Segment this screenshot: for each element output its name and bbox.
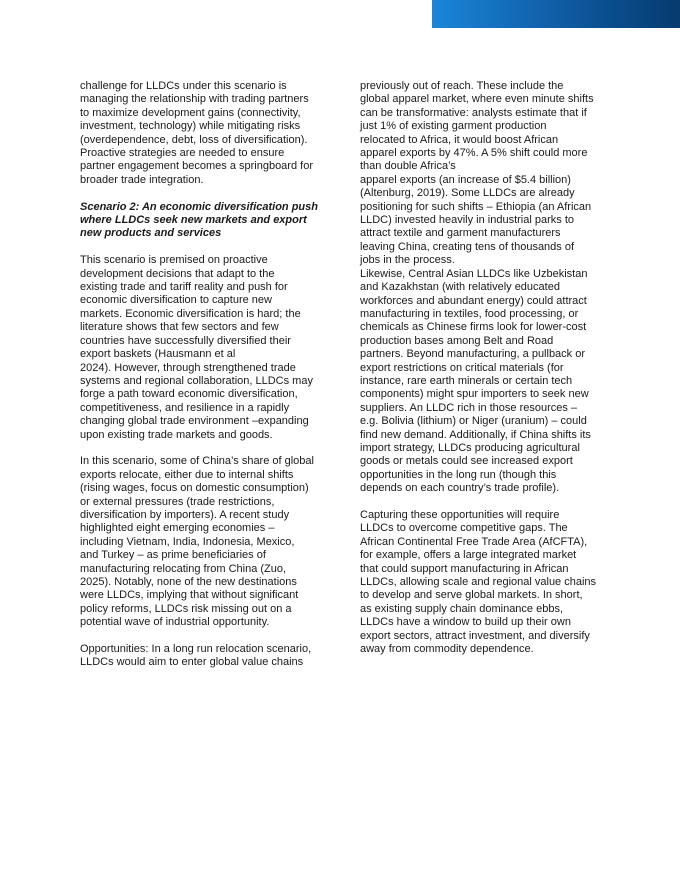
left-paragraph-3: In this scenario, some of China’s share of global exports relocate, either due to internal shifts (rising wages, focus on domestic consumption) or external pressures (trade restrictions, diversification by importers). A recent study highlighted eight emerging economies – including Vietnam, India, Indonesia, Mexico, and Turkey – as prime beneficiaries of manufacturing relocating from China (Zuo, 2025). Notably, none of the new destinations were LLDCs, implying that without significant policy reforms, LLDCs risk missing out on a potential wave of industrial opportunity. [80,455,314,629]
left-paragraph-4: Opportunities: In a long run relocation scenario, LLDCs would aim to enter global value chains [80,643,312,669]
right-paragraph-3: Capturing these opportunities will require LLDCs to overcome competitive gaps. The African Continental Free Trade Area (AfCFTA), for example, offers a large integrated market that could support manufacturing in African LLDCs, allowing scale and regional value chains to develop and serve global markets. In short, as existing supply chain dominance ebbs, LLDCs have a window to build up their own export sectors, attract investment, and diversify away from commodity dependence. [360,508,597,656]
left-paragraph-2: This scenario is premised on proactive development decisions that adapt to the existing trade and tariff reality and push for economic diversification to capture new markets. Economic diversification is hard; the literature shows that few sectors and few countries have successfully diversified their export baskets (Hausmann et al 2024). However, through strengthened trade systems and regional collaboration, LLDCs may forge a path toward economic diversification, competitiveness, and resilience in a rapidly changing global trade environment –expanding upon existing trade markets and goods. [80,254,313,441]
scenario-2-heading: Scenario 2: An economic diversification push where LLDCs seek new markets and export new products and services [80,200,318,240]
left-paragraph-1: challenge for LLDCs under this scenario is managing the relationship with trading partners to maximize development gains (connectivity, investment, technology) while mitigating risks (overdependence, debt, loss of diversification). Proactive strategies are needed to ensure partner engagement becomes a springboard for broader trade integration. [80,80,313,186]
right-paragraph-1: previously out of reach. These include the global apparel market, where even minute shifts can be transformative: analysts estimate that if just 1% of existing garment production relocated to Africa, it would boost African apparel exports by 47%. A 5% shift could more than double Africa’s apparel exports (an increase of $5.4 billion) (Altenburg, 2019). Some LLDCs are already positioning for such shifts – Ethiopia (an African LLDC) invested heavily in industrial parks to attract textile and garment manufacturers leaving China, creating tens of thousands of jobs in the process. [360,80,594,267]
left-column [80,80,324,670]
right-column [360,80,606,656]
right-paragraph-2: Likewise, Central Asian LLDCs like Uzbekistan and Kazakhstan (with relatively educated workforces and abundant energy) could attract manufacturing in textiles, food processing, or chemicals as Chinese firms look for lower-cost production bases among Belt and Road partners. Beyond manufacturing, a pullback or export restrictions on critical materials (for instance, rare earth minerals or certain tech components) might spur importers to seek new suppliers. An LLDC rich in those resources – e.g. Bolivia (lithium) or Niger (uranium) – could find new demand. Additionally, if China shifts its import strategy, LLDCs producing agricultural goods or metals could see increased export opportunities in the long run (though this depends on each country’s trade profile). [360,267,591,495]
header-accent-bar [432,0,680,28]
